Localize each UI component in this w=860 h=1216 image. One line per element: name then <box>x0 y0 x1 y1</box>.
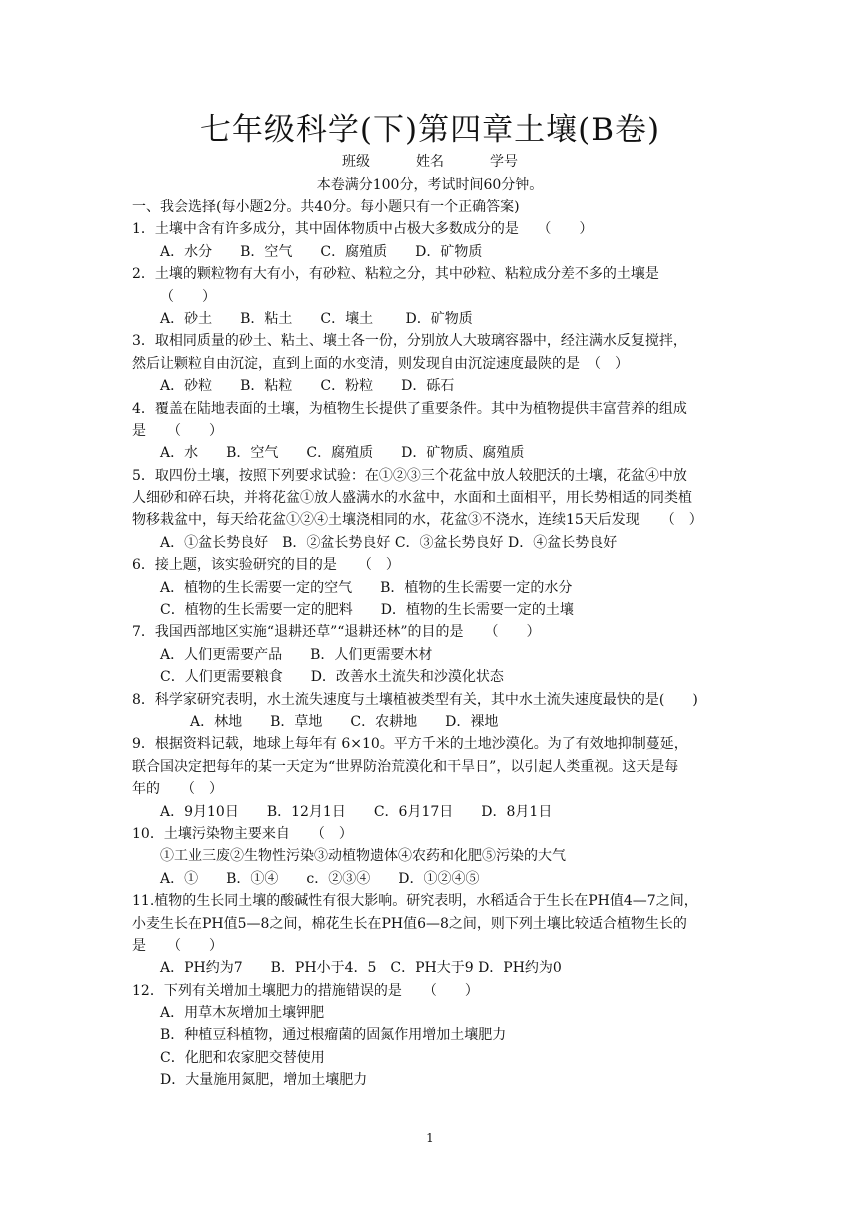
exam-subtitle: 本卷满分100分，考试时间60分钟。 <box>316 177 544 193</box>
question-3-line-1: 3．取相同质量的砂土、粘土、壤土各一份，分别放人大玻璃容器中，经注满水反复搅拌， <box>132 333 687 350</box>
question-1-options: A．水分 B．空气 C．腐殖质 D．矿物质 <box>160 243 483 260</box>
question-list <box>132 196 732 1092</box>
question-1: 1．土壤中含有许多成分，其中固体物质中占极大多数成分的是 （ ） <box>132 221 594 238</box>
student-info-line <box>0 151 860 171</box>
question-8-options: A．林地 B．草地 C．农耕地 D．裸地 <box>190 713 499 730</box>
question-10-items: ①工业三废②生物性污染③动植物遗体④农药和化肥⑤污染的大气 <box>160 848 566 865</box>
question-7-options-ab: A．人们更需要产品 B．人们更需要木材 <box>160 646 433 663</box>
question-4-line-2: 是 （ ） <box>132 422 223 439</box>
question-12-option-c: C．化肥和农家肥交替使用 <box>160 1049 325 1066</box>
question-11-options: A．PH约为7 B．PH小于4．5 C．PH大于9 D．PH约为0 <box>160 960 562 977</box>
question-9-line-3: 年的 （ ） <box>132 781 223 798</box>
section-heading: 一、我会选择(每小题2分。共40分。每小题只有一个正确答案) <box>132 199 520 215</box>
question-4-options: A．水 B．空气 C．腐殖质 D．矿物质、腐殖质 <box>160 445 525 462</box>
student-id-label: 学号 <box>490 154 518 170</box>
question-2-answer-paren: （ ） <box>160 288 216 305</box>
question-8: 8．科学家研究表明，水土流失速度与土壤植被类型有关，其中水土流失速度最快的是( ) <box>132 691 698 708</box>
question-12-option-b: B．种植豆科植物，通过根瘤菌的固氮作用增加土壤肥力 <box>160 1027 507 1044</box>
question-2-options: A．砂土 B．粘土 C．壤土 D．矿物质 <box>160 310 473 327</box>
question-3-line-2: 然后让颗粒自由沉淀，直到上面的水变清，则发现自由沉淀速度最陕的是 （ ） <box>132 355 629 372</box>
question-2: 2．土壤的颗粒物有大有小，有砂粒、粘粒之分，其中砂粒、粘粒成分差不多的土壤是 <box>132 266 659 283</box>
question-11-line-3: 是 （ ） <box>132 937 223 954</box>
question-9-line-1: 9．根据资料记载，地球上每年有 6×10。平方千米的土地沙漠化。为了有效地抑制蔓延， <box>132 736 688 753</box>
question-3-options: A．砂粒 B．粘粒 C．粉粒 D．砾石 <box>160 378 455 395</box>
document-title: 七年级科学(下)第四章土壤(B卷) <box>199 112 661 148</box>
question-7-options-cd: C．人们更需要粮食 D．改善水土流失和沙漠化状态 <box>160 669 504 686</box>
name-label: 姓名 <box>416 154 444 170</box>
question-11-line-1: 11.植物的生长同土壤的酸碱性有很大影响。研究表明，水稻适合于生长在PH值4—7之间， <box>132 893 698 910</box>
question-9-line-2: 联合国决定把每年的某一天定为“世界防治荒漠化和干旱日”，以引起人类重视。这天是每 <box>132 758 679 775</box>
question-10: 10．土壤污染物主要来自 （ ） <box>132 825 353 842</box>
question-12: 12．下列有关增加土壤肥力的措施错误的是 （ ） <box>132 982 479 999</box>
question-6: 6．接上题，该实验研究的目的是 （ ） <box>132 557 400 574</box>
question-10-options: A．① B．①④ c．②③④ D．①②④⑤ <box>160 870 480 887</box>
question-5-line-3: 物移栽盆中，每天给花盆①②④土壤浇相同的水，花盆③不浇水，连续15天后发现 （ ） <box>132 512 703 529</box>
question-6-options-cd: C．植物的生长需要一定的肥料 D．植物的生长需要一定的土壤 <box>160 602 574 619</box>
question-7: 7．我国西部地区实施“退耕还草”“退耕还林”的目的是 （ ） <box>132 624 541 641</box>
page-number: 1 <box>426 1131 434 1145</box>
question-6-options-ab: A．植物的生长需要一定的空气 B．植物的生长需要一定的水分 <box>160 579 573 596</box>
question-4-line-1: 4．覆盖在陆地表面的土壤，为植物生长提供了重要条件。其中为植物提供丰富营养的组成 <box>132 400 687 417</box>
question-9-options: A．9月10日 B．12月1日 C．6月17日 D．8月1日 <box>160 803 553 820</box>
question-5-line-1: 5．取四份土壤，按照下列要求试验：在①②③三个花盆中放人较肥沃的土壤，花盆④中放 <box>132 467 687 484</box>
class-label: 班级 <box>342 154 370 170</box>
question-5-line-2: 人细砂和碎石块，并将花盆①放人盛满水的水盆中，水面和土面相平，用长势相适的同类植 <box>132 490 692 507</box>
question-12-option-d: D．大量施用氮肥，增加土壤肥力 <box>160 1072 368 1089</box>
question-11-line-2: 小麦生长在PH值5—8之间，棉花生长在PH值6—8之间，则下列土壤比较适合植物生长的 <box>132 915 687 932</box>
question-5-options: A．①盆长势良好 B．②盆长势良好 C．③盆长势良好 D．④盆长势良好 <box>160 534 618 551</box>
question-12-option-a: A．用草木灰增加土壤钾肥 <box>160 1005 325 1022</box>
